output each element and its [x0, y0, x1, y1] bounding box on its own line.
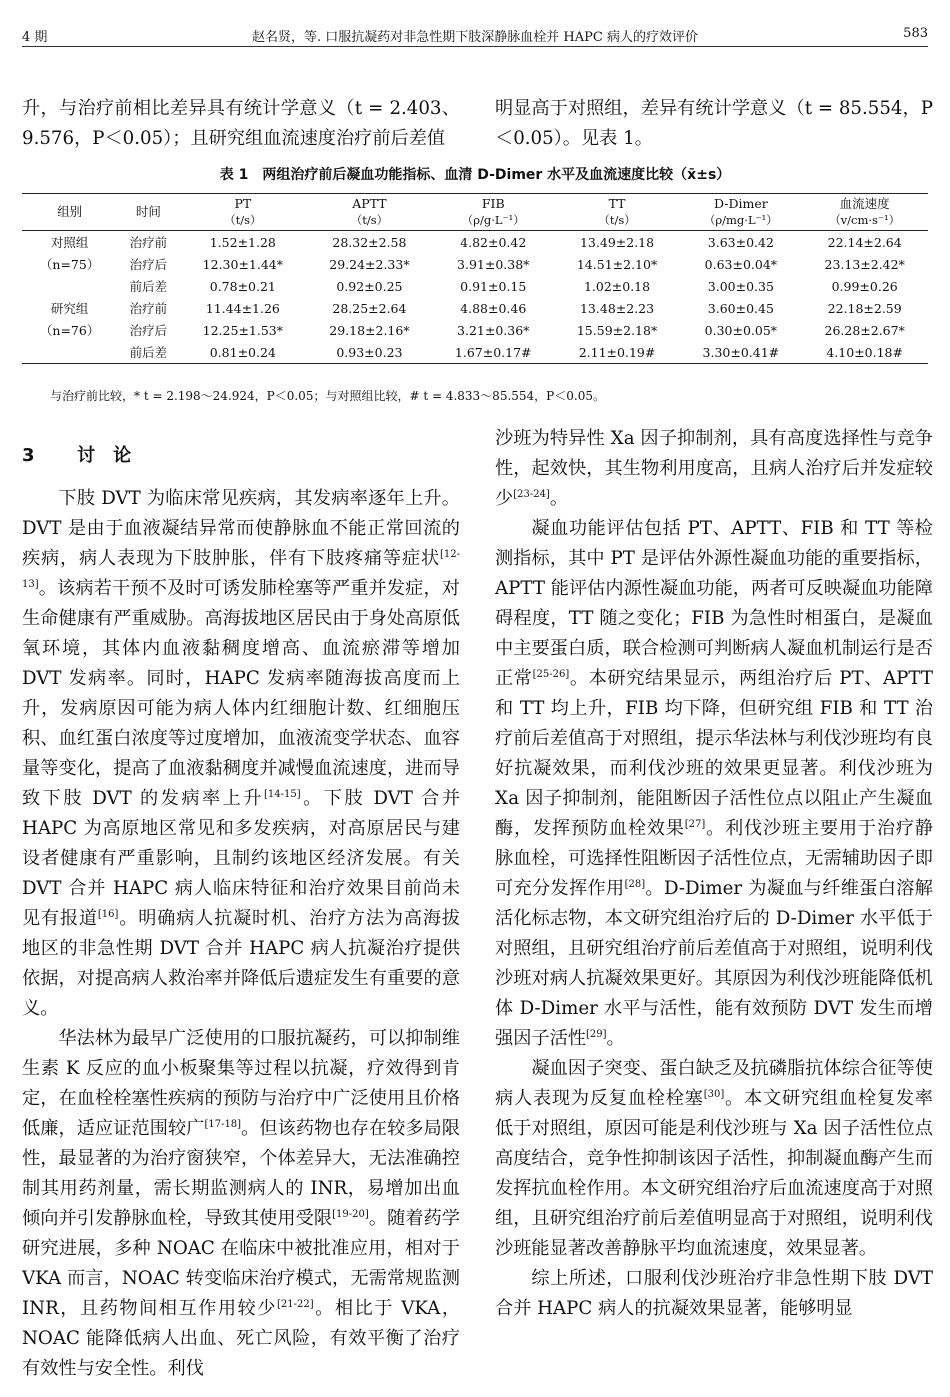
paragraph-text: 。D-Dimer 为凝血与纤维蛋白溶解活化标志物，本文研究组治疗后的 D-Dimer 水平低于对照组，且研究组治疗前后差值高于对照组，说明利伐沙班对病人抗凝效果更好。其原因为利伐沙班能降低机体 D-Dimer 水平与活性，能有效预防 DVT 发生而增强因子活性 [495, 878, 933, 1049]
paragraph-text: 。下肢 DVT 合并 HAPC 为高原地区常见和多发疾病，对高原居民与建设者健康有严重影响，且制约该地区经济发展。有关 DVT 合并 HAPC 病人临床特征和治疗效果目前尚未见有报道 [22, 788, 461, 929]
citation-marker: [16] [97, 908, 119, 920]
table-cell: 研究组 [50, 301, 89, 316]
running-title: 赵名贤，等. 口服抗凝药对非急性期下肢深静脉血栓并 HAPC 病人的疗效评价 [252, 30, 698, 45]
table-header-cell [22, 194, 117, 231]
table-cell: 22.18±2.59 [827, 300, 902, 316]
table-cell: 13.49±2.18 [579, 234, 655, 250]
paragraph-text: 。 [606, 1028, 625, 1049]
column-unit: （t/s） [598, 213, 636, 227]
table-cell: 2.11±0.19# [554, 341, 681, 364]
section-heading [22, 441, 131, 467]
table-row [22, 275, 928, 297]
table-cell: 3.63±0.42 [707, 234, 774, 250]
table-cell: 治疗前 [129, 235, 168, 250]
table-cell: 12.30±1.44* [202, 256, 283, 272]
table-cell: 13.48±2.23 [579, 300, 655, 316]
paragraph-text: 。本研究结果显示，两组治疗后 PT、APTT 和 TT 均上升，FIB 均下降，但研究组 FIB 和 TT 治疗前后差值高于对照组，提示华法林与利伐沙班均有良好抗凝效果，而利伐沙班的效果更显著。利伐沙班为 Ⅹa 因子抑制剂，能阻断因子活性位点以阻止产生凝血酶，发挥预防血栓效果 [495, 668, 933, 839]
column-unit: （ρ/g·L⁻¹） [461, 213, 525, 227]
table-cell: 26.28±2.67* [824, 322, 905, 338]
running-header [22, 22, 928, 48]
table-cell: 0.63±0.04* [704, 256, 778, 272]
table-cell: 14.51±2.10* [576, 256, 658, 272]
paragraph-text: 。本文研究组血栓复发率低于对照组，原因可能是利伐沙班与 Ⅹa 因子活性位点高度结合，竞争性抑制该因子活性，抑制凝血酶产生而发挥抗血栓作用。本文研究组治疗后血流速度高于对照组，且研究组治疗前后差值明显高于对照组，说明利伐沙班能显著改善静脉平均血流速度，效果显著。 [495, 1088, 933, 1259]
top-right-paragraph [495, 94, 933, 154]
paragraph-text: 华法林为最早广泛使用的口服抗凝药，可以抑制维生素 K 反应的血小板聚集等过程以抗凝，疗效得到肯定，在血栓栓塞性疾病的预防与治疗中广泛使用且价格低廉，适应证范围较广 [22, 1028, 460, 1139]
table-cell: 3.00±0.35 [707, 278, 774, 294]
top-left-paragraph [22, 94, 460, 154]
table-header-cell [680, 194, 801, 231]
citation-marker: [29] [585, 1028, 607, 1040]
citation-marker: [27] [684, 818, 706, 830]
table-cell: 23.13±2.42* [824, 256, 905, 272]
citation-marker: [21-22] [276, 1298, 314, 1310]
table-cell: 4.88±0.46 [460, 300, 527, 316]
right-column [495, 424, 933, 1324]
column-name: D-Dimer [713, 196, 768, 211]
table-cell: 0.91±0.15 [460, 278, 527, 294]
paragraph-text: 。相比于 VKA，NOAC 能降低病人出血、死亡风险，有效平衡了治疗有效性与安全性。利伐 [22, 1298, 461, 1379]
column-name: APTT [352, 196, 387, 211]
table-cell: 3.30±0.41# [680, 341, 801, 364]
table-cell: 前后差 [117, 341, 179, 364]
table-cell: 3.60±0.45 [707, 300, 774, 316]
table-cell: 0.99±0.26 [831, 278, 898, 294]
body-paragraph [495, 1054, 933, 1264]
table-header-cell [117, 194, 179, 231]
table-cell: 0.30±0.05* [704, 322, 778, 338]
body-paragraph [495, 514, 933, 1054]
table-cell: 22.14±2.64 [827, 234, 902, 250]
table-cell: 前后差 [129, 279, 168, 294]
column-unit: （v/cm·s⁻¹） [829, 213, 901, 227]
table-note: 与治疗前比较，* t = 2.198～24.924，P＜0.05；与对照组比较，# t = 4.833～85.554，P＜0.05。 [50, 389, 605, 403]
table-cell: 29.24±2.33* [329, 256, 410, 272]
table-cell: 4.10±0.18# [801, 341, 928, 364]
paragraph-text: 。明确病人抗凝时机、治疗方法为高海拔地区的非急性期 DVT 合并 HAPC 病人抗凝治疗提供依据，对提高病人救治率并降低后遗症发生有重要的意义。 [22, 908, 460, 1019]
paragraph-text: 综上所述，口服利伐沙班治疗非急性期下肢 DVT 合并 HAPC 病人的抗凝效果显著，能够明显 [495, 1268, 933, 1319]
header-rule [22, 46, 928, 47]
column-name: 时间 [135, 204, 161, 219]
column-unit: （t/s） [224, 213, 262, 227]
table-cell: 0.81±0.24 [180, 341, 307, 364]
table-caption: 表 1 两组治疗前后凝血功能指标、血清 D-Dimer 水平及血流速度比较（x̄±s） [219, 167, 731, 183]
body-paragraph [495, 1264, 933, 1324]
table-cell: 29.18±2.16* [329, 322, 410, 338]
column-name: FIB [481, 196, 505, 211]
table-row [22, 231, 928, 254]
page-number: 583 [903, 26, 928, 41]
table-cell: 12.25±1.53* [202, 322, 283, 338]
table-cell: 0.78±0.21 [209, 278, 276, 294]
citation-marker: [12-13] [22, 548, 460, 590]
table-cell: 3.91±0.38* [457, 256, 530, 272]
column-name: 血流速度 [839, 196, 890, 211]
column-unit: （ρ/mg·L⁻¹） [703, 213, 778, 227]
table-cell: 11.44±1.26 [205, 300, 280, 316]
table-cell: 1.02±0.18 [583, 278, 651, 294]
table-cell: 1.67±0.17# [433, 341, 554, 364]
table-header-cell [554, 194, 681, 231]
table-cell: 3.21±0.36* [457, 322, 530, 338]
table-cell [22, 275, 117, 297]
body-paragraph [495, 424, 933, 514]
table-cell: 对照组 [50, 235, 89, 250]
table-cell: 治疗前 [129, 301, 168, 316]
citation-marker: [23-24] [513, 488, 550, 500]
column-name: 组别 [57, 204, 83, 219]
table-row [22, 319, 928, 341]
section-number: 3 [22, 445, 35, 466]
table-cell [22, 341, 117, 364]
column-unit: （t/s） [350, 213, 389, 227]
section-title: 讨 论 [77, 445, 132, 466]
paragraph-text: 凝血功能评估包括 PT、APTT、FIB 和 TT 等检测指标，其中 PT 是评估外源性凝血功能的重要指标，APTT 能评估内源性凝血功能，两者可反映凝血功能障碍程度，TT 随之变化；FIB 为急性时相蛋白，是凝血中主要蛋白质，联合检测可判断病人凝血机制运行是否正常 [495, 518, 933, 689]
table-cell: 治疗后 [129, 323, 168, 338]
column-name: PT [234, 196, 252, 211]
table-row [22, 253, 928, 275]
citation-marker: [25-26] [532, 668, 570, 680]
paragraph-text: 沙班为特异性 Ⅹa 因子抑制剂，具有高度选择性与竞争性，起效快，其生物利用度高，且病人治疗后并发症较少 [495, 428, 933, 509]
table-cell: 治疗后 [129, 257, 168, 272]
paragraph-text: 。 [549, 488, 569, 509]
table-row [22, 341, 928, 364]
citation-marker: [30] [703, 1088, 725, 1100]
paragraph-text: 升，与治疗前相比差异具有统计学意义（t = 2.403、9.576，P＜0.05）；且研究组血流速度治疗前后差值 [22, 98, 460, 149]
column-name: TT [608, 196, 626, 211]
table-cell: 15.59±2.18* [576, 322, 658, 338]
citation-marker: [14-15] [264, 788, 301, 800]
body-paragraph [22, 484, 460, 1024]
table-cell: 28.32±2.58 [332, 234, 407, 250]
table-cell: （n=75） [39, 257, 100, 272]
table-cell: 0.92±0.25 [336, 278, 403, 294]
paragraph-text: 。利伐沙班主要用于治疗静脉血栓，可选择性阻断因子活性位点，无需辅助因子即可充分发挥作用 [495, 818, 933, 899]
table-cell: （n=76） [39, 323, 100, 338]
data-table [22, 193, 928, 364]
table-header-cell [433, 194, 554, 231]
body-paragraph [22, 1024, 460, 1384]
table-header-cell [306, 194, 433, 231]
paragraph-text: 。但该药物也存在较多局限性，最显著的为治疗窗狭窄，个体差异大，无法准确控制其用药剂量，需长期监测病人的 INR，易增加出血倾向并引发静脉血栓，导致其使用受限 [22, 1118, 460, 1229]
table-header-cell [180, 194, 307, 231]
table-row [22, 297, 928, 319]
issue-number: 4 期 [22, 30, 48, 45]
paragraph-text: 明显高于对照组，差异有统计学意义（t = 85.554，P＜0.05）。见表 1。 [495, 98, 933, 149]
table-header-cell [801, 194, 928, 231]
citation-marker: [19-20] [332, 1208, 369, 1220]
citation-marker: [28] [624, 878, 646, 890]
table-cell: 0.93±0.23 [306, 341, 433, 364]
table-cell: 4.82±0.42 [460, 234, 527, 250]
paragraph-text: 下肢 DVT 为临床常见疾病，其发病率逐年上升。DVT 是由于血液凝结异常而使静脉血不能正常回流的疾病，病人表现为下肢肿胀，伴有下肢疼痛等症状 [22, 488, 460, 569]
left-column [22, 484, 460, 1384]
paragraph-text: 。该病若干预不及时可诱发肺栓塞等严重并发症，对生命健康有严重威胁。高海拔地区居民由于身处高原低氧环境，其体内血液黏稠度增高、血流瘀滞等增加 DVT 发病率。同时，HAPC 发病率随海拔高度而上升，发病原因可能为病人体内红细胞计数、红细胞压积、血红蛋白浓度等过度增加，血液流变学状态、血容量等变化，提高了血液黏稠度并减慢血流速度，进而导致下肢 DVT 的发病率上升 [22, 578, 460, 809]
table-cell: 1.52±1.28 [209, 234, 276, 250]
citation-marker: [17-18] [204, 1118, 242, 1130]
paragraph-text: 凝血因子突变、蛋白缺乏及抗磷脂抗体综合征等使病人表现为反复血栓栓塞 [495, 1058, 933, 1109]
paragraph-text: 。随着药学研究进展，多种 NOAC 在临床中被批准应用，相对于 VKA 而言，NOAC 转变临床治疗模式，无需常规监测 INR，且药物间相互作用较少 [22, 1208, 460, 1319]
table-cell: 28.25±2.64 [332, 300, 407, 316]
